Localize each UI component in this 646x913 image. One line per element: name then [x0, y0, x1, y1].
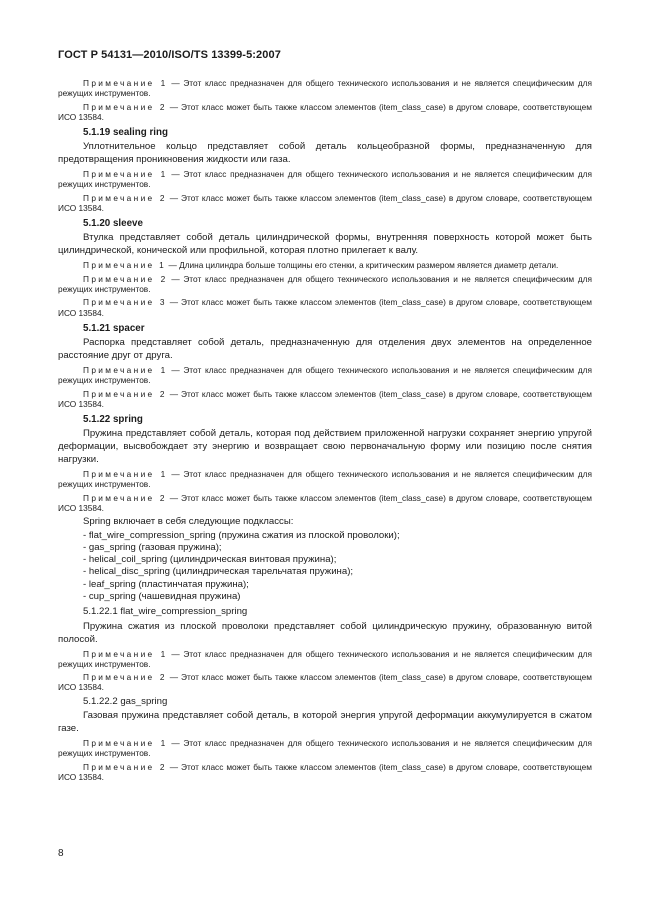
note: Примечание 1 — Этот класс предназначен для общего технического использования и не является специфическим для режущих инструментов.	[58, 738, 592, 759]
note: Примечание 2 — Этот класс может быть также классом элементов (item_class_case) в другом словаре, соответствующем ИСО 13584.	[58, 761, 592, 783]
definition-spring: Пружина представляет собой деталь, которая под действием приложенной нагрузки сохраняет энергию упругой деформации, высвобождает эту энергию и возвращает свою первоначальную форму или позицию после снятия нагрузки.	[58, 427, 592, 465]
definition-sealing-ring: Уплотнительное кольцо представляет собой деталь кольцеобразной формы, предназначенную для предотвращения проникновения жидкости или газа.	[58, 141, 592, 166]
definition-spacer: Распорка представляет собой деталь, предназначенную для отделения двух элементов на определенное расстояние друг от друга.	[58, 336, 592, 361]
section-heading-spacer: 5.1.21 spacer	[83, 322, 145, 334]
definition-gas-spring: Газовая пружина представляет собой деталь, в которой энергия упругой деформации аккумулируется в сжатом газе.	[58, 710, 592, 735]
list-item: - helical_disc_spring (цилиндрическая тарельчатая пружина);	[83, 566, 354, 578]
note: Примечание 1 — Этот класс предназначен для общего технического использования и не является специфическим для режущих инструментов.	[58, 169, 592, 190]
note: Примечание 2 — Этот класс может быть также классом элементов (item_class_case) в другом словаре, соответствующем ИСО 13584.	[58, 101, 592, 122]
list-item: - helical_coil_spring (цилиндрическая винтовая пружина);	[83, 554, 337, 566]
document-header: ГОСТ Р 54131—2010/ISO/TS 13399-5:2007	[58, 49, 281, 61]
section-heading-sealing-ring: 5.1.19 sealing ring	[83, 127, 168, 139]
section-heading-spring: 5.1.22 spring	[83, 413, 143, 425]
page-number: 8	[58, 848, 64, 859]
note: Примечание 3 — Этот класс может быть также классом элементов (item_class_case) в другом словаре, соответствующем ИСО 13584.	[58, 297, 592, 318]
subsection-heading-gas-spring: 5.1.22.2 gas_spring	[83, 695, 168, 707]
subsection-heading-flat-wire: 5.1.22.1 flat_wire_compression_spring	[83, 606, 248, 618]
subclass-list	[58, 530, 592, 604]
list-item: - flat_wire_compression_spring (пружина сжатия из плоской проволоки);	[83, 529, 400, 541]
note: Примечание 1 — Этот класс предназначен для общего технического использования и не является специфическим для режущих инструментов.	[58, 364, 592, 386]
note: Примечание 1 — Этот класс предназначен для общего технического использования и не является специфическим для режущих инструментов.	[58, 468, 592, 490]
list-item: - cup_spring (чашевидная пружина)	[83, 591, 241, 603]
subclasses-intro: Spring включает в себя следующие подклассы:	[83, 516, 294, 528]
section-heading-sleeve: 5.1.20 sleeve	[83, 218, 143, 230]
note: Примечание 1 — Этот класс предназначен для общего технического использования и не является специфическим для режущих инструментов.	[58, 78, 592, 99]
list-item: - leaf_spring (пластинчатая пружина);	[83, 578, 249, 590]
definition-flat-wire: Пружина сжатия из плоской проволоки представляет собой цилиндрическую пружину, образованную витой полосой.	[58, 620, 592, 645]
note: Примечание 2 — Этот класс может быть также классом элементов (item_class_case) в другом словаре, соответствующем ИСО 13584.	[58, 672, 592, 693]
note: Примечание 1 — Этот класс предназначен для общего технического использования и не является специфическим для режущих инструментов.	[58, 648, 592, 669]
document-body	[58, 78, 592, 786]
list-item: - gas_spring (газовая пружина);	[83, 541, 222, 553]
note: Примечание 2 — Этот класс предназначен для общего технического использования и не является специфическим для режущих инструментов.	[58, 273, 592, 294]
note: Примечание 2 — Этот класс может быть также классом элементов (item_class_case) в другом словаре, соответствующем ИСО 13584.	[58, 192, 592, 214]
note: Примечание 1 — Длина цилиндра больше толщины его стенки, а критическим размером является диаметр детали.	[83, 260, 559, 271]
note: Примечание 2 — Этот класс может быть также классом элементов (item_class_case) в другом словаре, соответствующем ИСО 13584.	[58, 388, 592, 409]
note: Примечание 2 — Этот класс может быть также классом элементов (item_class_case) в другом словаре, соответствующем ИСО 13584.	[58, 492, 592, 513]
definition-sleeve: Втулка представляет собой деталь цилиндрической формы, внутренняя поверхность которой может быть цилиндрической, конической или профильной, которая плотно прилегает к валу.	[58, 232, 592, 257]
